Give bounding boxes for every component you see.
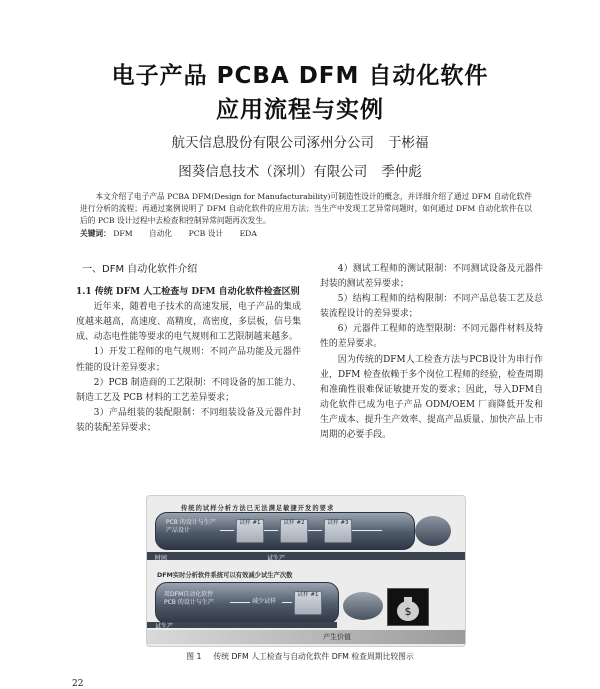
figure-caption [0, 651, 600, 662]
arrow-icon [220, 530, 234, 531]
right-column [320, 262, 543, 443]
author-line-2 [0, 160, 600, 180]
list-item: 3）产品组装的装配限制：不同组装设备及元器件封装的装配差异要求； [76, 407, 301, 433]
timeline-label: 时间 [155, 555, 168, 562]
trial-box: 试样 #2 [280, 519, 308, 543]
arrow-icon [282, 602, 292, 603]
subsection-heading: 1.1 传统 DFM 人工检查与 DFM 自动化软件检查区别 [76, 287, 300, 298]
page-number: 22 [72, 679, 84, 689]
dfm-trial-label: 试生产 [155, 623, 174, 630]
keyword: DFM [113, 228, 133, 238]
list-item: 4）测试工程师的测试限制：不同测试设备及元器件封装的测试差异要求； [320, 264, 543, 290]
keywords [80, 228, 532, 240]
timeline-trial-label: 试生产 [267, 555, 286, 562]
keywords-label: 关键词： [80, 228, 111, 238]
keyword: 自动化 [149, 228, 173, 238]
keyword: PCB 设计 [188, 228, 224, 238]
list-item: 5）结构工程师的结构限制：不同产品总装工艺及总装流程设计的差异要求； [320, 294, 543, 320]
figure-top-title: 传统的试样分析方法已无法满足敏捷开发的要求 [181, 505, 335, 512]
keyword: EDA [239, 228, 257, 238]
figure-number: 图 1 [186, 652, 202, 661]
abstract-text: 本文介绍了电子产品 PCBA DFM(Design for Manufacturability)可制造性设计的概念，并详细介绍了通过 DFM 自动化软件进行分析的流程；再通过案例说明了 DFM 自动化软件的应用方法；当生产中发现工艺异常问题时，如何通过 DFM 自动化软件在以后的 PCB 设计过程中去检查和控制异常问题再次发生。 [80, 192, 532, 226]
arrow-icon [230, 602, 250, 603]
figure-mid-title: DFM实时分析软件系统可以有效减少试生产次数 [157, 572, 293, 579]
author-name: 于彬福 [388, 135, 429, 151]
arrow-icon [308, 530, 322, 531]
author-line-1 [0, 131, 600, 151]
trial-box: 试样 #1 [236, 519, 264, 543]
arrow-icon [352, 530, 382, 531]
figure-caption-text: 传统 DFM 人工检查与自动化软件 DFM 检查周期比较图示 [213, 652, 414, 661]
article-title-line-2: 应用流程与实例 [216, 97, 384, 123]
author-affiliation: 图葵信息技术（深圳）有限公司 [178, 164, 368, 180]
svg-text:$: $ [404, 605, 412, 618]
traditional-process-label: PCB 的设计与生产 产品设计 [166, 519, 216, 534]
money-bag-icon [387, 588, 429, 626]
paragraph: 近年来，随着电子技术的高速发展，电子产品的集成度越来越高，高速度、高精度，高密度，多层板，信号集成、动态电性能等要求的电气规则和工艺限制越来越多。 [76, 302, 301, 343]
dfm-timeline-bar [147, 622, 337, 628]
target-disc-icon [343, 592, 383, 620]
timeline-bar [147, 552, 465, 560]
traditional-process-cylinder [155, 512, 415, 550]
list-item: 1）开发工程师的电气规则：不同产品功能及元器件性能的设计差异要求； [76, 347, 301, 373]
dfm-process-cylinder [155, 582, 339, 624]
article-title-line-1: 电子产品 PCBA DFM 自动化软件 [111, 63, 489, 89]
trial-box: 试样 #1 [294, 591, 322, 615]
left-column [76, 262, 301, 436]
value-label: 产生价值 [323, 633, 351, 641]
section-heading: 一、DFM 自动化软件介绍 [82, 264, 198, 275]
list-item: 2）PCB 制造商的工艺限制：不同设备的加工能力、制造工艺及 PCB 材料的工艺差异要求； [76, 377, 301, 403]
abstract [80, 191, 532, 240]
list-item: 6）元器件工程师的选型限制：不同元器件材料及特性的差异要求。 [320, 324, 543, 350]
arrow-icon [264, 530, 278, 531]
paragraph: 因为传统的DFM人工检查方法与PCB设计为串行作业，DFM 检查依赖于多个岗位工程师的经验，检查周期和准确性很难保证敏捷开发的要求；因此，导入DFM自动化软件已成为电子产品 ODM/OEM 厂商降低开发和生产成本、提升生产效率、提高产品质量、加快产品上市周期的必要手段。 [320, 354, 543, 441]
trial-box: 试样 #3 [324, 519, 352, 543]
value-bar [147, 630, 465, 644]
author-name: 季仲彪 [381, 164, 422, 180]
reduce-label: 减少试样 [252, 598, 277, 605]
target-disc-icon [415, 516, 451, 546]
figure-1 [146, 495, 466, 647]
author-affiliation: 航天信息股份有限公司涿州分公司 [171, 135, 374, 151]
dfm-process-label: 用DFM自动化软件 PCB 的设计与生产 [164, 591, 214, 606]
